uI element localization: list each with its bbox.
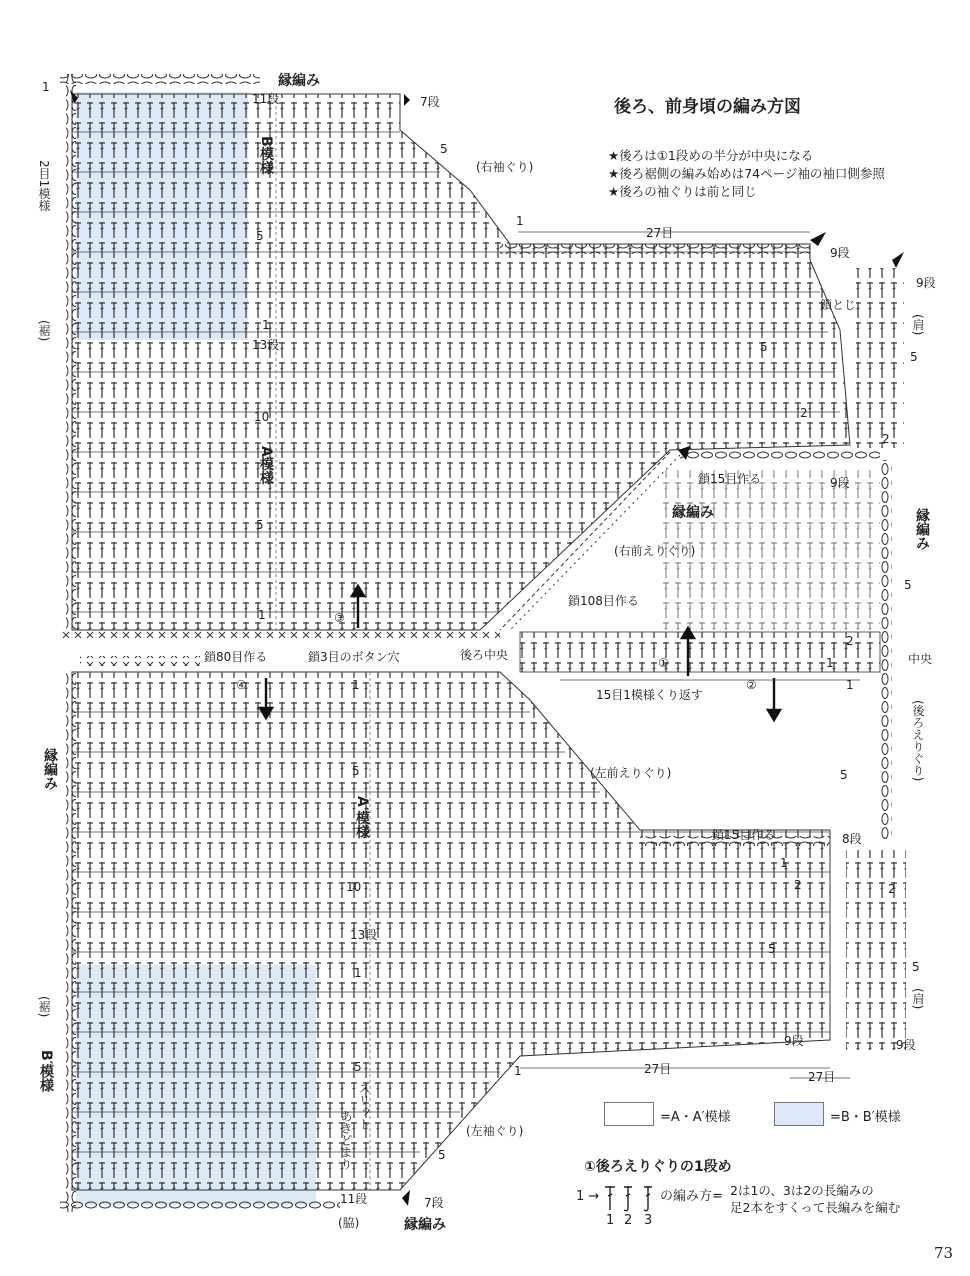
legend-label-white: =A・A′模様 xyxy=(660,1110,731,1125)
row-num-bottom-1c: 1 xyxy=(354,966,362,980)
circle-1: ① xyxy=(658,656,669,670)
howto-method-label: の編み方= xyxy=(660,1189,723,1204)
howto-line-1: 2は1の、3は2の長編みの xyxy=(730,1183,874,1198)
circle-2: ② xyxy=(746,678,757,692)
row-num-1-center: 1 xyxy=(826,656,834,670)
row-num-top-5d: 5 xyxy=(910,350,918,364)
row-num-bottom-5d: 5 xyxy=(912,960,920,974)
label-chain-108: 鎖108目作る xyxy=(568,594,639,608)
row-num-top-1c: 1 xyxy=(258,608,266,622)
row-num-top-5e: 5 xyxy=(256,518,264,532)
label-button-hole: 鎖3目のボタン穴 xyxy=(308,650,400,664)
label-row-11-top: 11段 xyxy=(252,92,280,106)
row-num-bottom-5b: 5 xyxy=(840,768,848,782)
row-num-top-10: 10 xyxy=(254,410,270,424)
label-row-8: 8段 xyxy=(842,832,862,846)
howto-row-prefix: 1 → xyxy=(576,1189,600,1204)
label-slit-stop: あきどまり xyxy=(339,1110,353,1170)
page-number: 73 xyxy=(934,1244,954,1262)
label-back-center: 後ろ中央 xyxy=(460,648,509,662)
label-left-front-neck: (左前えりぐり) xyxy=(590,766,672,780)
label-pattern-B: B模様 xyxy=(258,136,274,175)
howto-stitch-number-2: 2 xyxy=(624,1213,633,1228)
label-row-9-b: 9段 xyxy=(916,276,936,290)
row-num-bottom-5c: 5 xyxy=(768,942,776,956)
label-edge-bottom: 縁編み xyxy=(404,1217,446,1233)
label-row-9-d: 9段 xyxy=(784,1034,804,1048)
row-num-bottom-2b: 2 xyxy=(888,882,896,896)
label-center: 中央 xyxy=(908,652,933,666)
label-row-9-a: 9段 xyxy=(830,246,850,260)
label-row-7-top: 7段 xyxy=(420,95,440,109)
row-num-top-5f: 5 xyxy=(904,578,912,592)
legend-label-blue: =B・B′模様 xyxy=(830,1110,901,1125)
label-chain-80: 鎖80目作る xyxy=(204,650,268,664)
label-2-rows-1-pattern: 2目1模様 xyxy=(37,160,51,212)
label-count-27-bottom-left: 27目 xyxy=(644,1062,672,1076)
row-num-bottom-5e: 5 xyxy=(354,1060,362,1074)
label-edge-mid: 縁編み xyxy=(672,505,714,521)
label-pattern-A: A模様 xyxy=(258,446,274,485)
row-label-1: 1 xyxy=(42,80,50,94)
label-row-9-c: 9段 xyxy=(830,476,850,490)
label-count-27-bottom-right: 27目 xyxy=(808,1070,836,1084)
howto-title: ①後ろえりぐりの1段め xyxy=(584,1159,732,1175)
row-num-bottom-5a: 5 xyxy=(352,764,360,778)
label-chain-15-top: 鎖15目作る xyxy=(698,472,762,486)
row-num-bottom-10: 10 xyxy=(346,880,362,894)
row-num-1-right: 1 xyxy=(846,678,854,692)
label-pattern-B2: B′模様 xyxy=(38,1050,54,1093)
howto-line-2: 足2本をすくって長編みを編む xyxy=(730,1200,901,1215)
label-back-neck: (後ろえりぐり) xyxy=(911,700,925,782)
row-num-top-2b: 2 xyxy=(882,432,890,446)
legend-swatch-white xyxy=(604,1102,654,1126)
label-repeat-15: 15目1模様くり返す xyxy=(596,688,703,702)
row-num-top-1b: 1 xyxy=(262,318,270,332)
label-slit: スリット xyxy=(357,1082,371,1130)
label-row-13-bottom: 13段 xyxy=(350,928,378,942)
row-num-top-1a: 1 xyxy=(516,214,524,228)
label-row-11-bottom: 11段 xyxy=(340,1192,368,1206)
label-right-front-neck: (右前えりぐり) xyxy=(614,544,696,558)
note-3: ★後ろの袖ぐりは前と同じ xyxy=(608,184,757,199)
row-num-bottom-1b: 1 xyxy=(780,856,788,870)
label-hem-bottom: (裾) xyxy=(37,996,51,1018)
row-num-2c: 2 xyxy=(846,634,854,648)
note-1: ★後ろは①1段めの半分が中央になる xyxy=(608,148,814,163)
legend-swatch-blue xyxy=(774,1102,824,1126)
howto-stitch-number-1: 1 xyxy=(606,1213,615,1228)
label-hem-top: (裾) xyxy=(37,320,51,342)
label-pattern-A2: A′模様 xyxy=(354,796,370,839)
label-count-27-top: 27目 xyxy=(646,226,674,240)
row-num-top-2a: 2 xyxy=(800,406,808,420)
row-num-bottom-2a: 2 xyxy=(794,878,802,892)
label-edge-right: 縁編み xyxy=(914,508,930,550)
row-num-top-5c: 5 xyxy=(760,340,768,354)
circle-3: ③ xyxy=(334,611,345,625)
label-row-9-e: 9段 xyxy=(896,1038,916,1052)
label-row-7-bottom: 7段 xyxy=(424,1196,444,1210)
note-2: ★後ろ裾側の編み始めは74ページ袖の袖口側参照 xyxy=(608,166,885,181)
label-row-13-top: 13段 xyxy=(252,338,280,352)
howto-stitch-number-3: 3 xyxy=(644,1213,653,1228)
label-left-armhole: (左袖ぐり) xyxy=(466,1124,524,1138)
label-side: (脇) xyxy=(338,1216,360,1230)
howto-description xyxy=(730,1182,900,1216)
circle-4: ④ xyxy=(236,678,247,692)
page-title: 後ろ、前身頃の編み方図 xyxy=(614,97,801,117)
label-shoulder-bottom: (肩) xyxy=(911,988,925,1010)
row-num-top-5b: 5 xyxy=(256,229,264,243)
row-num-bottom-1d: 1 xyxy=(514,1064,522,1078)
label-chain-15-bottom: 鎖15目作る xyxy=(712,828,776,842)
label-right-armhole: (右袖ぐり) xyxy=(476,160,534,174)
label-chain-close: 鎖とじ xyxy=(820,298,857,312)
row-num-top-5a: 5 xyxy=(440,142,448,156)
label-edge-top: 縁編み xyxy=(278,73,320,89)
row-num-bottom-5f: 5 xyxy=(438,1148,446,1162)
label-edge-left: 縁編み xyxy=(42,748,58,790)
row-num-bottom-1a: 1 xyxy=(352,678,360,692)
label-shoulder-top: (肩) xyxy=(911,314,925,336)
